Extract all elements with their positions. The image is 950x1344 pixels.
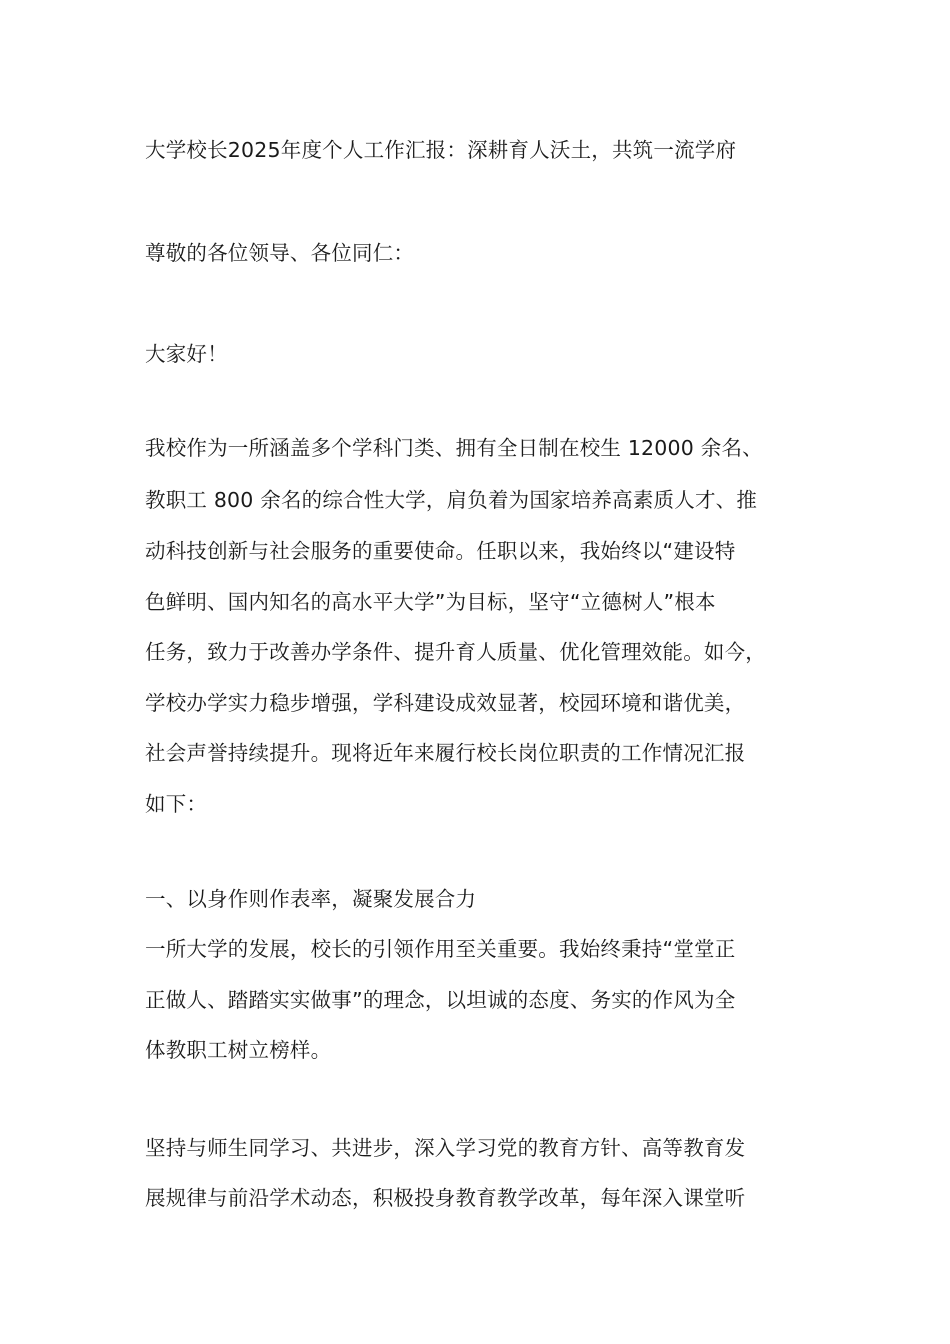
intro-line-7: 社会声誉持续提升。现将近年来履行校长岗位职责的工作情况汇报 [145, 741, 746, 765]
intro-line-6: 学校办学实力稳步增强，学科建设成效显著，校园环境和谐优美， [145, 691, 746, 715]
section1-line-3: 体教职工树立榜样。 [145, 1038, 332, 1062]
salutation: 尊敬的各位领导、各位同仁： [145, 241, 415, 265]
intro-line-8: 如下： [145, 792, 208, 816]
section1-line-2: 正做人、踏踏实实做事”的理念，以坦诚的态度、务实的作风为全 [145, 988, 736, 1012]
para2-line-2: 展规律与前沿学术动态，积极投身教育教学改革，每年深入课堂听 [145, 1186, 746, 1210]
intro-line-5: 任务，致力于改善办学条件、提升育人质量、优化管理效能。如今， [145, 640, 766, 664]
para2-line-1: 坚持与师生同学习、共进步，深入学习党的教育方针、高等教育发 [145, 1136, 746, 1160]
greeting: 大家好！ [145, 342, 228, 366]
intro-line-4: 色鲜明、国内知名的高水平大学”为目标，坚守“立德树人”根本 [145, 590, 716, 614]
section1-line-1: 一所大学的发展，校长的引领作用至关重要。我始终秉持“堂堂正 [145, 937, 736, 961]
intro-line-3: 动科技创新与社会服务的重要使命。任职以来，我始终以“建设特 [145, 539, 736, 563]
document-title: 大学校长2025年度个人工作汇报：深耕育人沃土，共筑一流学府 [145, 138, 737, 162]
intro-line-2: 教职工 800 余名的综合性大学，肩负着为国家培养高素质人才、推 [145, 488, 758, 512]
section1-heading: 一、以身作则作表率，凝聚发展合力 [145, 887, 477, 911]
intro-line-1: 我校作为一所涵盖多个学科门类、拥有全日制在校生 12000 余名、 [145, 436, 763, 460]
